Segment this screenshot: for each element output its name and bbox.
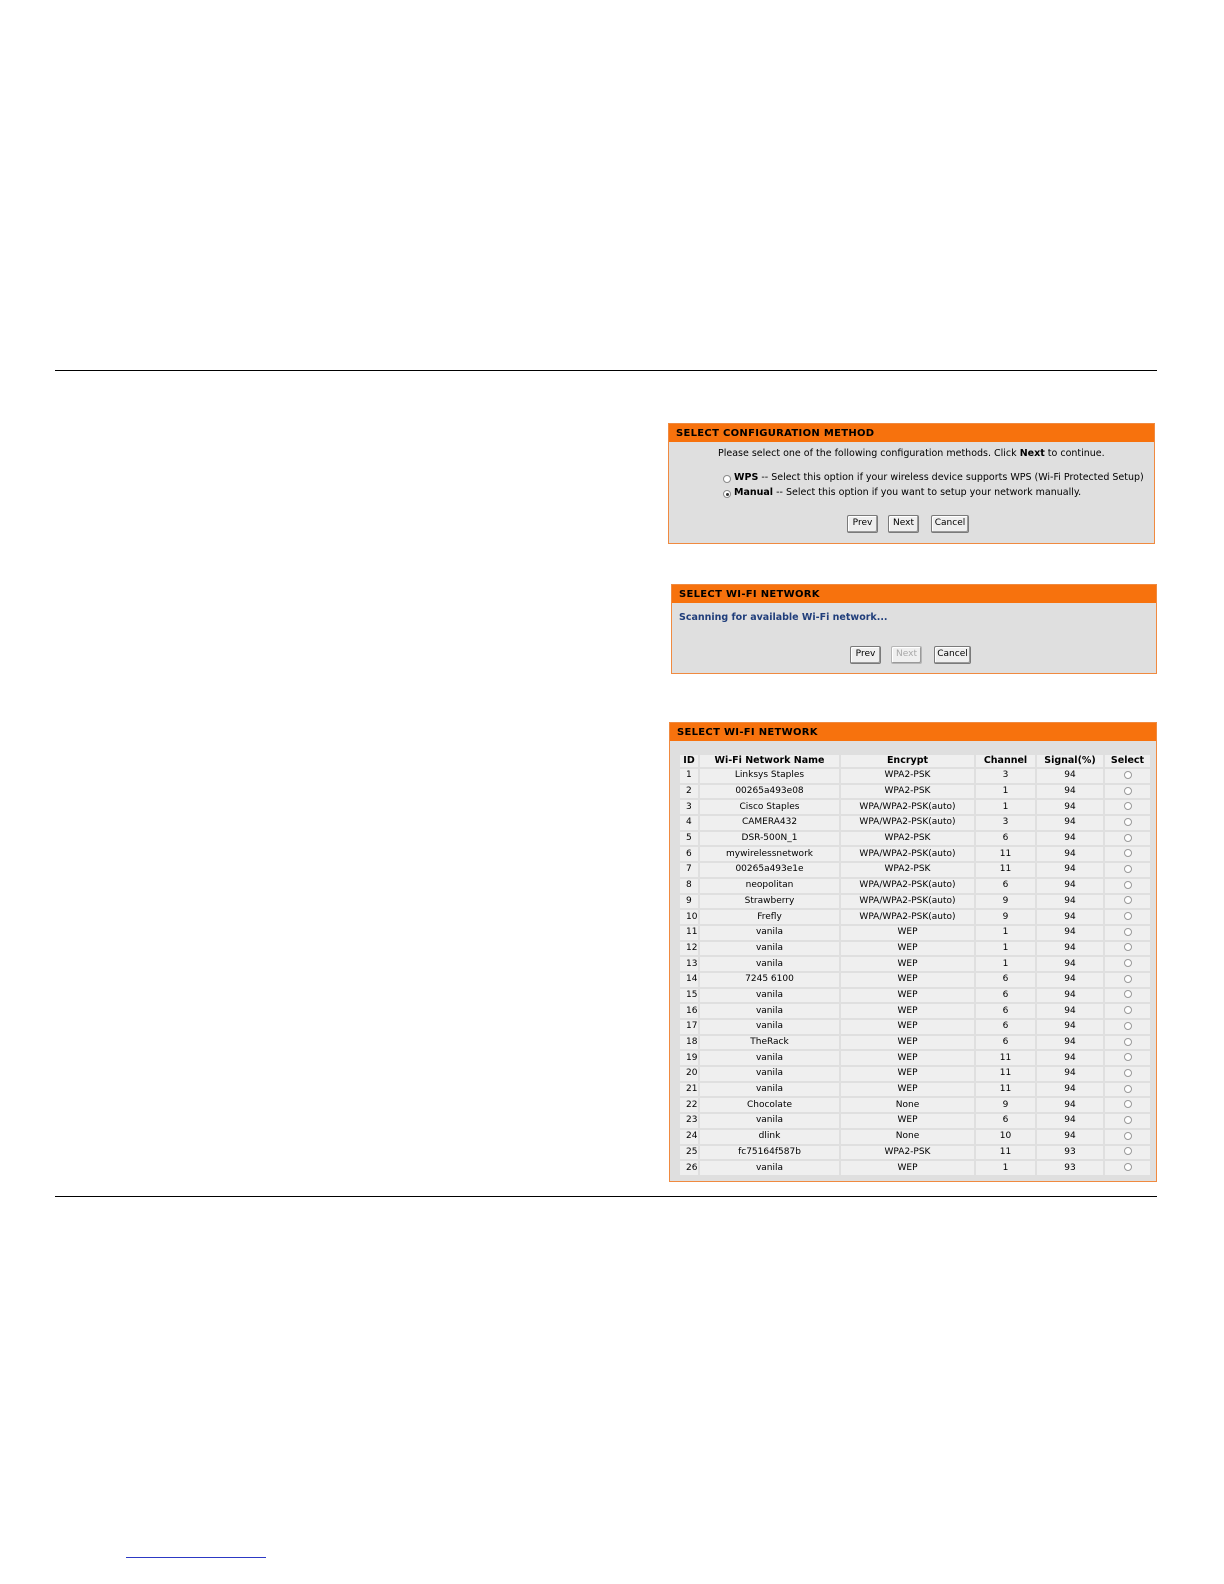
- encryption: WPA/WPA2-PSK(auto): [841, 816, 974, 830]
- table-row: [680, 1004, 1150, 1018]
- channel: 11: [976, 1146, 1035, 1160]
- network-select-radio[interactable]: [1124, 802, 1132, 810]
- scan-cancel-button[interactable]: Cancel: [934, 646, 971, 664]
- row-id: 22: [680, 1098, 698, 1112]
- wps-radio[interactable]: [723, 475, 731, 483]
- network-select-radio[interactable]: [1124, 1053, 1132, 1061]
- network-select-radio[interactable]: [1124, 1100, 1132, 1108]
- config-instructions-next: Next: [1019, 448, 1045, 459]
- channel: 1: [976, 926, 1035, 940]
- signal: 94: [1037, 957, 1103, 971]
- channel: 11: [976, 863, 1035, 877]
- network-select-radio[interactable]: [1124, 787, 1132, 795]
- channel: 6: [976, 879, 1035, 893]
- table-row: [680, 957, 1150, 971]
- table-row: [680, 895, 1150, 909]
- table-row: [680, 1083, 1150, 1097]
- scan-prev-button[interactable]: Prev: [850, 646, 881, 664]
- network-name: Chocolate: [700, 1098, 839, 1112]
- table-row: [680, 1130, 1150, 1144]
- wifi-network-panel: [669, 722, 1157, 1182]
- row-id: 13: [680, 957, 698, 971]
- network-select-radio[interactable]: [1124, 1085, 1132, 1093]
- signal: 94: [1037, 816, 1103, 830]
- row-id: 6: [680, 847, 698, 861]
- signal: 94: [1037, 895, 1103, 909]
- signal: 93: [1037, 1161, 1103, 1175]
- row-id: 15: [680, 989, 698, 1003]
- signal: 94: [1037, 1067, 1103, 1081]
- encryption: WPA2-PSK: [841, 769, 974, 783]
- channel: 1: [976, 800, 1035, 814]
- row-id: 2: [680, 785, 698, 799]
- row-id: 19: [680, 1051, 698, 1065]
- select-cell: [1105, 1161, 1150, 1175]
- table-row: [680, 910, 1150, 924]
- encryption: WPA2-PSK: [841, 832, 974, 846]
- channel: 9: [976, 910, 1035, 924]
- encryption: WEP: [841, 973, 974, 987]
- signal: 94: [1037, 785, 1103, 799]
- encryption: WPA2-PSK: [841, 785, 974, 799]
- table-row: [680, 973, 1150, 987]
- column-header-select: Select: [1105, 755, 1150, 767]
- row-id: 3: [680, 800, 698, 814]
- row-id: 21: [680, 1083, 698, 1097]
- network-select-radio[interactable]: [1124, 818, 1132, 826]
- signal: 94: [1037, 847, 1103, 861]
- network-name: 7245 6100: [700, 973, 839, 987]
- row-id: 25: [680, 1146, 698, 1160]
- channel: 11: [976, 1067, 1035, 1081]
- channel: 11: [976, 1083, 1035, 1097]
- row-id: 18: [680, 1036, 698, 1050]
- row-id: 23: [680, 1114, 698, 1128]
- network-select-radio[interactable]: [1124, 1116, 1132, 1124]
- encryption: WEP: [841, 1114, 974, 1128]
- select-cell: [1105, 926, 1150, 940]
- row-id: 1: [680, 769, 698, 783]
- signal: 94: [1037, 973, 1103, 987]
- network-select-radio[interactable]: [1124, 1006, 1132, 1014]
- config-instructions-end: to continue.: [1044, 448, 1105, 459]
- table-row: [680, 1114, 1150, 1128]
- channel: 1: [976, 942, 1035, 956]
- select-cell: [1105, 1020, 1150, 1034]
- signal: 94: [1037, 800, 1103, 814]
- signal: 94: [1037, 1036, 1103, 1050]
- table-row: [680, 1067, 1150, 1081]
- footer-link-underline[interactable]: [126, 1557, 266, 1558]
- signal: 94: [1037, 1114, 1103, 1128]
- network-select-radio[interactable]: [1124, 1022, 1132, 1030]
- wps-option: [734, 472, 1144, 483]
- wps-label: WPS: [734, 472, 759, 483]
- select-cell: [1105, 989, 1150, 1003]
- table-row: [680, 847, 1150, 861]
- signal: 94: [1037, 769, 1103, 783]
- network-select-radio[interactable]: [1124, 849, 1132, 857]
- row-id: 9: [680, 895, 698, 909]
- cancel-button[interactable]: Cancel: [931, 515, 969, 533]
- network-name: vanila: [700, 1083, 839, 1097]
- row-id: 10: [680, 910, 698, 924]
- scan-wifi-title: SELECT WI-FI NETWORK: [672, 585, 1156, 603]
- network-name: Strawberry: [700, 895, 839, 909]
- signal: 94: [1037, 1051, 1103, 1065]
- channel: 10: [976, 1130, 1035, 1144]
- table-row: [680, 785, 1150, 799]
- network-name: vanila: [700, 957, 839, 971]
- scan-next-button: Next: [891, 646, 922, 664]
- select-cell: [1105, 1067, 1150, 1081]
- row-id: 24: [680, 1130, 698, 1144]
- network-select-radio[interactable]: [1124, 865, 1132, 873]
- row-id: 7: [680, 863, 698, 877]
- bottom-divider: [55, 1196, 1157, 1197]
- network-name: DSR-500N_1: [700, 832, 839, 846]
- network-select-radio[interactable]: [1124, 1163, 1132, 1171]
- signal: 94: [1037, 1083, 1103, 1097]
- column-header-signal: Signal(%): [1037, 755, 1103, 767]
- manual-label: Manual: [734, 487, 774, 498]
- network-name: vanila: [700, 1020, 839, 1034]
- row-id: 5: [680, 832, 698, 846]
- network-select-radio[interactable]: [1124, 1132, 1132, 1140]
- encryption: WEP: [841, 1161, 974, 1175]
- select-cell: [1105, 863, 1150, 877]
- next-button[interactable]: Next: [888, 515, 919, 533]
- select-cell: [1105, 785, 1150, 799]
- encryption: WEP: [841, 1020, 974, 1034]
- encryption: WEP: [841, 989, 974, 1003]
- row-id: 14: [680, 973, 698, 987]
- select-cell: [1105, 1146, 1150, 1160]
- manual-description: -- Select this option if you want to setup your network manually.: [773, 487, 1082, 498]
- network-select-radio[interactable]: [1124, 1069, 1132, 1077]
- config-method-title: SELECT CONFIGURATION METHOD: [669, 424, 1154, 442]
- signal: 94: [1037, 1130, 1103, 1144]
- channel: 3: [976, 816, 1035, 830]
- select-cell: [1105, 1036, 1150, 1050]
- network-select-radio[interactable]: [1124, 896, 1132, 904]
- select-cell: [1105, 816, 1150, 830]
- signal: 94: [1037, 879, 1103, 893]
- encryption: WEP: [841, 1036, 974, 1050]
- manual-option: [734, 487, 1081, 498]
- signal: 94: [1037, 942, 1103, 956]
- encryption: WPA2-PSK: [841, 863, 974, 877]
- signal: 94: [1037, 989, 1103, 1003]
- network-name: neopolitan: [700, 879, 839, 893]
- prev-button[interactable]: Prev: [847, 515, 878, 533]
- network-name: dlink: [700, 1130, 839, 1144]
- channel: 6: [976, 973, 1035, 987]
- network-select-radio[interactable]: [1124, 912, 1132, 920]
- table-header-row: [680, 755, 1150, 767]
- wps-description: -- Select this option if your wireless device supports WPS (Wi-Fi Protected Setup): [758, 472, 1144, 483]
- select-cell: [1105, 1098, 1150, 1112]
- encryption: None: [841, 1098, 974, 1112]
- signal: 94: [1037, 1004, 1103, 1018]
- manual-radio[interactable]: [723, 490, 731, 498]
- network-select-radio[interactable]: [1124, 1147, 1132, 1155]
- config-instructions: [718, 448, 1105, 459]
- top-divider: [55, 370, 1157, 371]
- column-header-name: Wi-Fi Network Name: [700, 755, 839, 767]
- network-select-radio[interactable]: [1124, 928, 1132, 936]
- network-name: CAMERA432: [700, 816, 839, 830]
- select-cell: [1105, 769, 1150, 783]
- channel: 9: [976, 895, 1035, 909]
- network-select-radio[interactable]: [1124, 943, 1132, 951]
- signal: 94: [1037, 926, 1103, 940]
- signal: 94: [1037, 832, 1103, 846]
- signal: 93: [1037, 1146, 1103, 1160]
- table-row: [680, 1036, 1150, 1050]
- network-name: Linksys Staples: [700, 769, 839, 783]
- table-row: [680, 1098, 1150, 1112]
- column-header-id: ID: [680, 755, 698, 767]
- select-cell: [1105, 1130, 1150, 1144]
- signal: 94: [1037, 863, 1103, 877]
- encryption: WPA/WPA2-PSK(auto): [841, 847, 974, 861]
- network-name: vanila: [700, 1004, 839, 1018]
- row-id: 8: [680, 879, 698, 893]
- table-row: [680, 926, 1150, 940]
- encryption: WEP: [841, 1083, 974, 1097]
- table-row: [680, 1020, 1150, 1034]
- network-name: mywirelessnetwork: [700, 847, 839, 861]
- channel: 6: [976, 1114, 1035, 1128]
- signal: 94: [1037, 1098, 1103, 1112]
- select-cell: [1105, 800, 1150, 814]
- scan-wifi-panel: [671, 584, 1157, 674]
- select-cell: [1105, 879, 1150, 893]
- row-id: 12: [680, 942, 698, 956]
- column-header-channel: Channel: [976, 755, 1035, 767]
- encryption: WPA/WPA2-PSK(auto): [841, 910, 974, 924]
- row-id: 4: [680, 816, 698, 830]
- table-row: [680, 879, 1150, 893]
- table-row: [680, 1146, 1150, 1160]
- network-name: 00265a493e1e: [700, 863, 839, 877]
- table-row: [680, 942, 1150, 956]
- network-select-radio[interactable]: [1124, 771, 1132, 779]
- config-instructions-text: Please select one of the following configuration methods. Click: [718, 448, 1020, 459]
- row-id: 17: [680, 1020, 698, 1034]
- table-row: [680, 1161, 1150, 1175]
- encryption: WPA/WPA2-PSK(auto): [841, 895, 974, 909]
- select-cell: [1105, 957, 1150, 971]
- signal: 94: [1037, 1020, 1103, 1034]
- select-cell: [1105, 1004, 1150, 1018]
- network-name: Frefly: [700, 910, 839, 924]
- channel: 6: [976, 1004, 1035, 1018]
- channel: 6: [976, 832, 1035, 846]
- select-cell: [1105, 1114, 1150, 1128]
- encryption: WPA/WPA2-PSK(auto): [841, 879, 974, 893]
- scan-status: Scanning for available Wi-Fi network...: [679, 612, 888, 623]
- network-name: TheRack: [700, 1036, 839, 1050]
- network-select-radio[interactable]: [1124, 1038, 1132, 1046]
- select-cell: [1105, 1083, 1150, 1097]
- network-name: Cisco Staples: [700, 800, 839, 814]
- row-id: 20: [680, 1067, 698, 1081]
- table-row: [680, 832, 1150, 846]
- table-row: [680, 1051, 1150, 1065]
- config-method-panel: [668, 423, 1155, 544]
- network-name: vanila: [700, 1161, 839, 1175]
- network-select-radio[interactable]: [1124, 881, 1132, 889]
- channel: 6: [976, 1020, 1035, 1034]
- network-select-radio[interactable]: [1124, 959, 1132, 967]
- network-name: vanila: [700, 926, 839, 940]
- select-cell: [1105, 942, 1150, 956]
- select-cell: [1105, 832, 1150, 846]
- encryption: WEP: [841, 1067, 974, 1081]
- row-id: 11: [680, 926, 698, 940]
- network-name: vanila: [700, 1114, 839, 1128]
- row-id: 16: [680, 1004, 698, 1018]
- select-cell: [1105, 973, 1150, 987]
- channel: 9: [976, 1098, 1035, 1112]
- network-name: vanila: [700, 942, 839, 956]
- signal: 94: [1037, 910, 1103, 924]
- table-row: [680, 989, 1150, 1003]
- channel: 1: [976, 785, 1035, 799]
- network-select-radio[interactable]: [1124, 834, 1132, 842]
- encryption: WEP: [841, 1004, 974, 1018]
- select-cell: [1105, 1051, 1150, 1065]
- column-header-encrypt: Encrypt: [841, 755, 974, 767]
- table-row: [680, 816, 1150, 830]
- encryption: WPA2-PSK: [841, 1146, 974, 1160]
- channel: 6: [976, 989, 1035, 1003]
- encryption: WEP: [841, 957, 974, 971]
- channel: 11: [976, 1051, 1035, 1065]
- network-name: fc75164f587b: [700, 1146, 839, 1160]
- channel: 1: [976, 1161, 1035, 1175]
- encryption: WEP: [841, 926, 974, 940]
- network-select-radio[interactable]: [1124, 990, 1132, 998]
- wifi-network-table: [678, 753, 1152, 1177]
- row-id: 26: [680, 1161, 698, 1175]
- network-name: vanila: [700, 989, 839, 1003]
- encryption: None: [841, 1130, 974, 1144]
- channel: 1: [976, 957, 1035, 971]
- select-cell: [1105, 910, 1150, 924]
- table-row: [680, 800, 1150, 814]
- channel: 3: [976, 769, 1035, 783]
- network-name: 00265a493e08: [700, 785, 839, 799]
- network-name: vanila: [700, 1051, 839, 1065]
- wifi-network-title: SELECT WI-FI NETWORK: [670, 723, 1156, 741]
- select-cell: [1105, 895, 1150, 909]
- encryption: WEP: [841, 1051, 974, 1065]
- table-row: [680, 863, 1150, 877]
- select-cell: [1105, 847, 1150, 861]
- channel: 11: [976, 847, 1035, 861]
- table-row: [680, 769, 1150, 783]
- encryption: WPA/WPA2-PSK(auto): [841, 800, 974, 814]
- network-select-radio[interactable]: [1124, 975, 1132, 983]
- network-name: vanila: [700, 1067, 839, 1081]
- encryption: WEP: [841, 942, 974, 956]
- channel: 6: [976, 1036, 1035, 1050]
